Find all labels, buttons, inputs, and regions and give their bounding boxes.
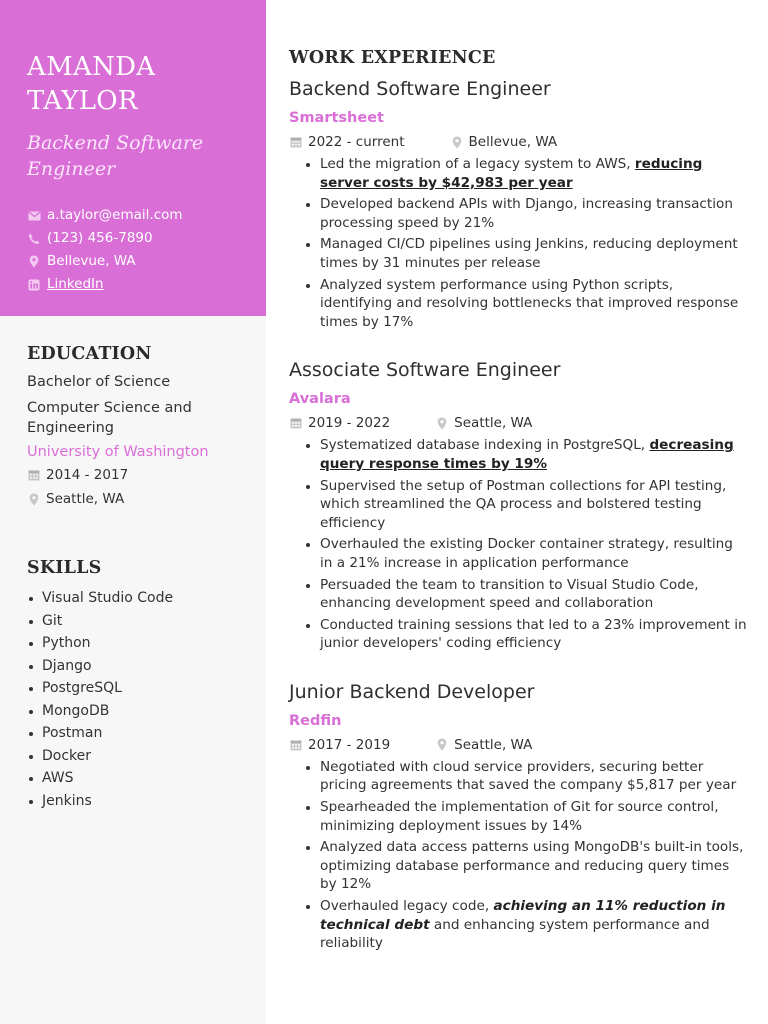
job-location: [450, 132, 558, 152]
contact-phone: [27, 227, 239, 250]
emphasis: achieving an 11% reduction in technical debt: [320, 898, 726, 933]
job-bullets: [289, 758, 749, 953]
job-location-text: Seattle, WA: [454, 415, 533, 432]
map-pin-icon: [27, 492, 41, 506]
job-title: Associate Software Engineer: [289, 359, 561, 382]
job-entry: [289, 76, 749, 331]
school-name: University of Washington: [27, 444, 209, 460]
work-experience-section: [289, 48, 749, 953]
contact-location: [27, 250, 239, 273]
job-title: Backend Software Engineer: [289, 78, 551, 100]
job-bullet: Persuaded the team to transition to Visual Studio Code, enhancing development speed and collaboration: [320, 576, 749, 613]
work-experience-title: WORK EXPERIENCE: [289, 48, 496, 68]
profile-header: [0, 0, 266, 316]
job-bullet: Supervised the setup of Postman collections for API testing, which streamlined the QA process and bolstered testing efficiency: [320, 477, 749, 533]
job-title: Junior Backend Developer: [289, 680, 535, 703]
skill-item: Visual Studio Code: [27, 587, 239, 610]
job-bullet: Overhauled legacy code, achieving an 11% reduction in technical debt and enhancing system performance and reliability: [320, 897, 749, 953]
job-bullet: Systematized database indexing in PostgreSQL, decreasing query response times by 19%: [320, 436, 749, 473]
job-location-text: Seattle, WA: [454, 736, 533, 753]
education-location: [27, 488, 239, 510]
skills-list: [27, 587, 239, 812]
envelope-icon: [27, 209, 41, 223]
job-entry: [289, 357, 749, 653]
job-meta: [289, 735, 749, 755]
job-bullet: Overhauled the existing Docker container strategy, resulting in a 21% increase in application performance: [320, 535, 749, 572]
job-bullet: Negotiated with cloud service providers, securing better pricing agreements that saved the company $5,817 per year: [320, 758, 749, 795]
job-bullet: Led the migration of a legacy system to AWS, reducing server costs by $42,983 per year: [320, 155, 749, 192]
name-line-1: AMANDA: [27, 52, 156, 82]
map-pin-icon: [450, 135, 464, 149]
skill-item: PostgreSQL: [27, 677, 239, 700]
job-meta: [289, 132, 749, 152]
company-name: Smartsheet: [289, 110, 384, 126]
calendar-icon: [289, 135, 303, 149]
map-pin-icon: [435, 416, 449, 430]
skill-item: Python: [27, 632, 239, 655]
job-location: [435, 735, 532, 755]
location-text: Bellevue, WA: [47, 253, 136, 269]
education-section: [0, 344, 266, 510]
email-text[interactable]: a.taylor@email.com: [47, 207, 183, 223]
job-location-text: Bellevue, WA: [468, 134, 558, 150]
calendar-icon: [27, 468, 41, 482]
job-bullet: Analyzed system performance using Python scripts, identifying and resolving bottlenecks that improved response times by 17%: [320, 276, 749, 332]
highlight: decreasing query response times by 19%: [320, 437, 734, 472]
skill-item: MongoDB: [27, 700, 239, 723]
job-bullet: Developed backend APIs with Django, increasing transaction processing speed by 21%: [320, 195, 749, 232]
candidate-role: Backend Software Engineer: [27, 132, 204, 180]
job-meta: [289, 413, 749, 433]
education-dates-text: 2014 - 2017: [46, 467, 129, 483]
job-bullets: [289, 436, 749, 653]
phone-icon: [27, 232, 41, 246]
highlight: reducing server costs by $42,983 per year: [320, 156, 703, 191]
linkedin-icon: [27, 278, 41, 292]
job-dates: [289, 132, 405, 152]
job-dates-text: 2019 - 2022: [308, 415, 391, 432]
education-dates: [27, 464, 239, 486]
field-of-study: Computer Science and Engineering: [27, 400, 192, 436]
skills-title: SKILLS: [27, 558, 102, 578]
phone-text[interactable]: (123) 456-7890: [47, 230, 153, 246]
skills-section: [0, 558, 266, 812]
calendar-icon: [289, 738, 303, 752]
job-dates-text: 2022 - current: [308, 134, 405, 150]
skill-item: Jenkins: [27, 790, 239, 813]
sidebar: [0, 0, 266, 1024]
map-pin-icon: [27, 255, 41, 269]
skill-item: Postman: [27, 722, 239, 745]
company-name: Avalara: [289, 391, 351, 408]
contact-list: [27, 204, 239, 296]
job-bullet: Spearheaded the implementation of Git for source control, minimizing deployment issues by 14%: [320, 798, 749, 835]
job-bullet: Analyzed data access patterns using MongoDB's built-in tools, optimizing database performance and reducing query times by 12%: [320, 838, 749, 894]
linkedin-link[interactable]: LinkedIn: [47, 276, 104, 292]
contact-email: [27, 204, 239, 227]
map-pin-icon: [435, 738, 449, 752]
skill-item: Git: [27, 610, 239, 633]
job-bullet: Managed CI/CD pipelines using Jenkins, reducing deployment times by 31 minutes per release: [320, 235, 749, 272]
job-dates-text: 2017 - 2019: [308, 736, 391, 753]
job-location: [435, 413, 532, 433]
skill-item: AWS: [27, 767, 239, 790]
skill-item: Docker: [27, 745, 239, 768]
job-bullet: Conducted training sessions that led to a 23% improvement in junior developers' coding efficiency: [320, 616, 749, 653]
candidate-name: [27, 50, 239, 118]
job-bullets: [289, 155, 749, 331]
calendar-icon: [289, 416, 303, 430]
company-name: Redfin: [289, 712, 342, 729]
job-dates: [289, 735, 390, 755]
job-entry: [289, 679, 749, 953]
name-line-2: TAYLOR: [27, 86, 138, 116]
contact-linkedin: [27, 273, 239, 296]
skill-item: Django: [27, 655, 239, 678]
education-title: EDUCATION: [27, 344, 152, 364]
education-location-text: Seattle, WA: [46, 491, 125, 507]
degree: Bachelor of Science: [27, 374, 171, 390]
job-dates: [289, 413, 390, 433]
